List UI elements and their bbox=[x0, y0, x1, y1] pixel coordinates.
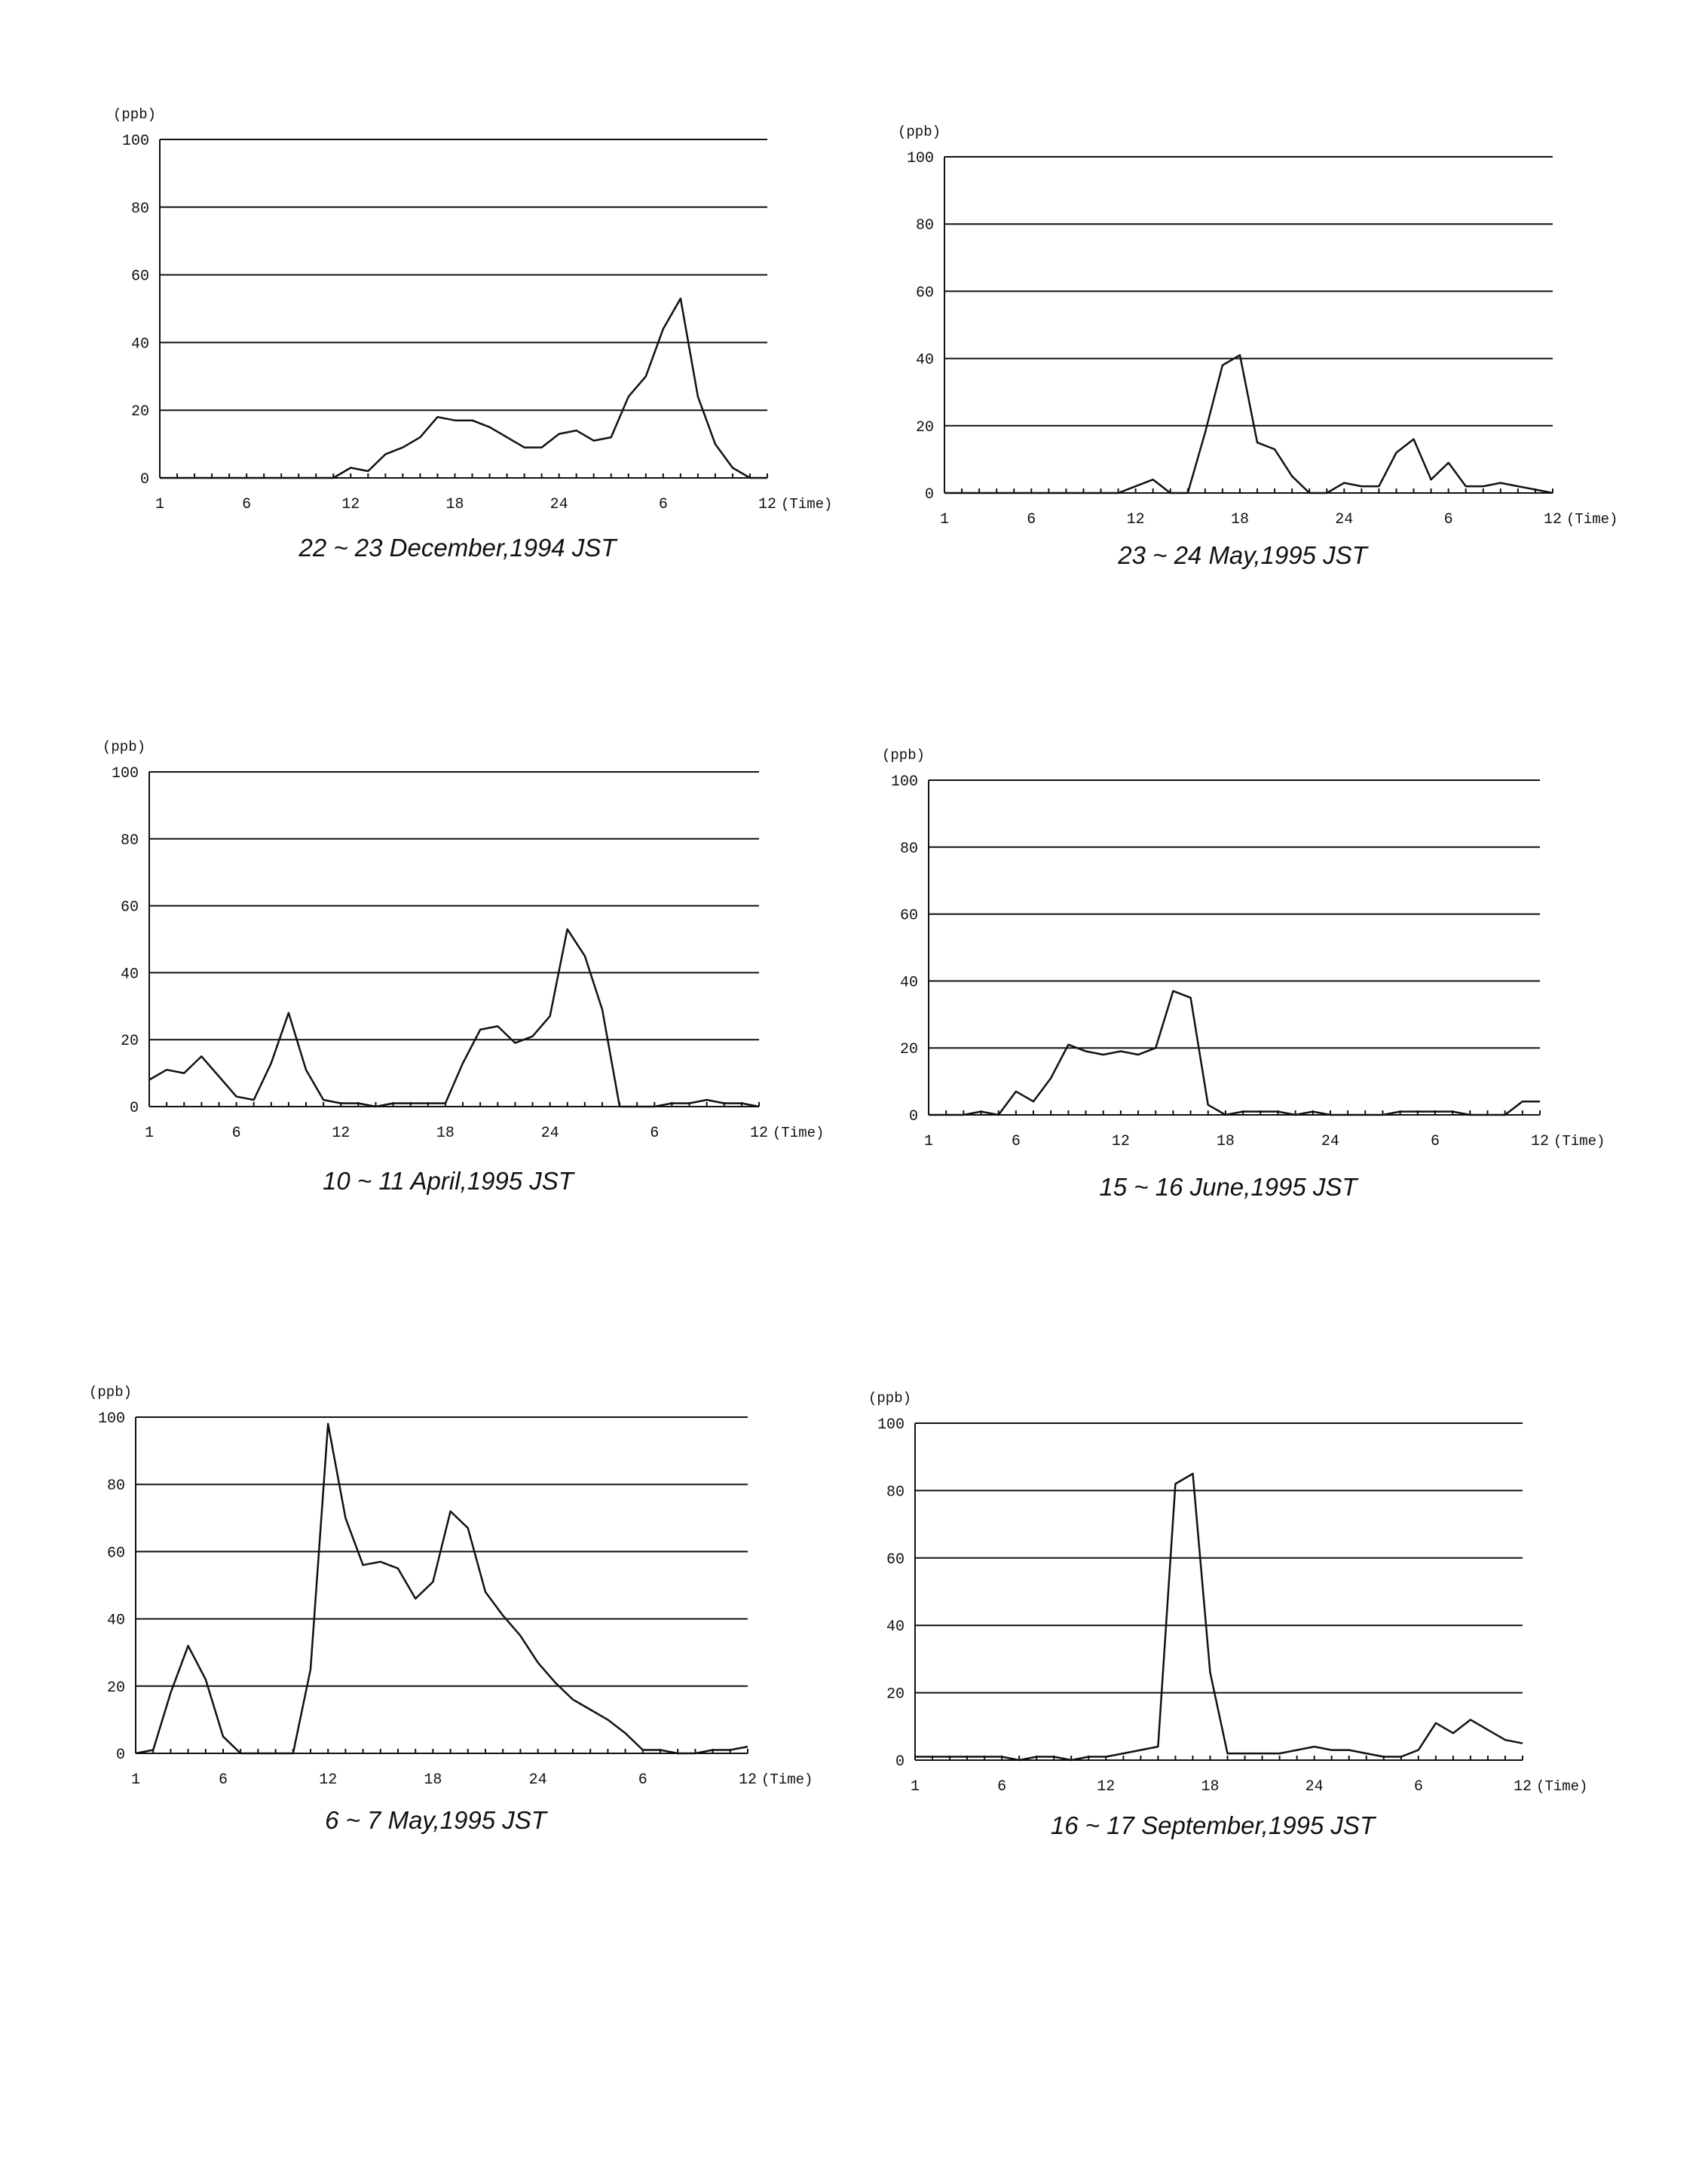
y-tick-label: 0 bbox=[139, 471, 149, 488]
x-tick-label: 24 bbox=[528, 1771, 547, 1789]
x-tick-label: 6 bbox=[1443, 511, 1453, 528]
x-tick-label: 1 bbox=[923, 1133, 934, 1150]
x-axis-unit-label: (Time) bbox=[1536, 1778, 1588, 1795]
y-tick-label: 100 bbox=[97, 1410, 125, 1428]
x-tick-label: 18 bbox=[1230, 511, 1249, 528]
x-tick-label: 6 bbox=[218, 1771, 228, 1789]
y-tick-label: 20 bbox=[106, 1679, 125, 1697]
y-tick-label: 40 bbox=[886, 1618, 905, 1637]
y-tick-label: 0 bbox=[115, 1747, 125, 1764]
y-tick-label: 100 bbox=[906, 150, 934, 167]
x-tick-label: 12 bbox=[332, 1125, 350, 1142]
x-axis-unit-label: (Time) bbox=[1566, 511, 1618, 528]
y-tick-label: 60 bbox=[130, 268, 149, 286]
x-tick-label: 12 bbox=[738, 1771, 758, 1789]
x-axis-unit-label: (Time) bbox=[1553, 1133, 1605, 1150]
x-axis-unit-label: (Time) bbox=[773, 1125, 825, 1141]
x-tick-label: 12 bbox=[758, 496, 777, 513]
y-tick-label: 100 bbox=[121, 133, 149, 150]
chart-may-6-1995 bbox=[89, 1384, 813, 1834]
y-tick-label: 40 bbox=[899, 974, 918, 992]
chart-caption: 16 ~ 17 September,1995 JST bbox=[1050, 1811, 1376, 1839]
x-tick-label: 1 bbox=[130, 1771, 141, 1789]
x-tick-label: 6 bbox=[658, 496, 668, 513]
x-tick-label: 12 bbox=[1543, 511, 1563, 528]
series-line bbox=[915, 1474, 1523, 1760]
y-tick-label: 0 bbox=[908, 1108, 918, 1125]
x-tick-label: 1 bbox=[144, 1125, 155, 1142]
y-tick-label: 60 bbox=[915, 284, 934, 302]
y-tick-label: 20 bbox=[899, 1041, 918, 1059]
series-line bbox=[136, 1424, 748, 1753]
y-axis-unit-label: (ppb) bbox=[898, 124, 941, 140]
chart-caption: 15 ~ 16 June,1995 JST bbox=[1099, 1173, 1358, 1201]
y-tick-label: 40 bbox=[130, 335, 149, 354]
y-tick-label: 60 bbox=[899, 907, 918, 925]
y-tick-label: 100 bbox=[111, 765, 139, 782]
y-tick-label: 0 bbox=[129, 1100, 139, 1117]
x-tick-label: 12 bbox=[341, 496, 360, 513]
chart-april-1995 bbox=[103, 739, 824, 1195]
x-tick-label: 24 bbox=[1305, 1778, 1324, 1796]
y-axis-unit-label: (ppb) bbox=[103, 739, 146, 755]
x-axis-unit-label: (Time) bbox=[761, 1771, 813, 1788]
x-tick-label: 1 bbox=[939, 511, 950, 528]
x-tick-label: 6 bbox=[1430, 1133, 1440, 1150]
y-axis-unit-label: (ppb) bbox=[868, 1390, 912, 1407]
chart-caption: 23 ~ 24 May,1995 JST bbox=[1118, 541, 1367, 569]
y-tick-label: 20 bbox=[915, 418, 934, 436]
y-tick-label: 100 bbox=[890, 773, 918, 791]
x-tick-label: 6 bbox=[650, 1125, 660, 1142]
y-axis-unit-label: (ppb) bbox=[113, 106, 157, 123]
chart-may-23-1995 bbox=[898, 124, 1618, 569]
x-tick-label: 12 bbox=[749, 1125, 769, 1142]
x-tick-label: 18 bbox=[445, 496, 464, 513]
x-tick-label: 12 bbox=[1513, 1778, 1532, 1796]
y-tick-label: 60 bbox=[106, 1545, 125, 1563]
chart-caption: 10 ~ 11 April,1995 JST bbox=[323, 1167, 574, 1195]
x-tick-label: 12 bbox=[1111, 1133, 1130, 1150]
y-tick-label: 80 bbox=[915, 217, 934, 235]
series-line bbox=[929, 991, 1540, 1115]
x-tick-label: 18 bbox=[436, 1125, 455, 1142]
x-tick-label: 24 bbox=[1335, 511, 1354, 528]
chart-caption: 22 ~ 23 December,1994 JST bbox=[298, 534, 617, 562]
y-tick-label: 0 bbox=[924, 486, 934, 504]
x-tick-label: 12 bbox=[1097, 1778, 1116, 1796]
x-tick-label: 18 bbox=[1216, 1133, 1235, 1150]
y-tick-label: 40 bbox=[915, 351, 934, 369]
x-tick-label: 6 bbox=[231, 1125, 241, 1142]
chart-caption: 6 ~ 7 May,1995 JST bbox=[325, 1806, 546, 1834]
y-tick-label: 0 bbox=[895, 1753, 905, 1771]
y-tick-label: 80 bbox=[130, 200, 149, 218]
y-tick-label: 80 bbox=[886, 1483, 905, 1502]
x-tick-label: 1 bbox=[155, 496, 165, 513]
y-tick-label: 20 bbox=[886, 1686, 905, 1704]
series-line bbox=[149, 929, 759, 1107]
series-line bbox=[160, 299, 767, 478]
chart-june-1995 bbox=[882, 747, 1605, 1201]
y-tick-label: 20 bbox=[120, 1033, 139, 1051]
x-tick-label: 12 bbox=[1126, 511, 1145, 528]
x-tick-label: 6 bbox=[638, 1771, 647, 1789]
y-tick-label: 100 bbox=[877, 1416, 905, 1434]
chart-december-1994 bbox=[113, 106, 832, 562]
y-tick-label: 60 bbox=[886, 1551, 905, 1569]
y-axis-unit-label: (ppb) bbox=[882, 747, 926, 764]
y-tick-label: 80 bbox=[106, 1477, 125, 1496]
y-tick-label: 80 bbox=[120, 831, 139, 850]
y-tick-label: 20 bbox=[130, 403, 149, 421]
x-axis-unit-label: (Time) bbox=[781, 496, 833, 513]
x-tick-label: 6 bbox=[1011, 1133, 1021, 1150]
x-tick-label: 6 bbox=[1413, 1778, 1423, 1796]
x-tick-label: 24 bbox=[549, 496, 568, 513]
x-tick-label: 24 bbox=[540, 1125, 559, 1142]
y-tick-label: 60 bbox=[120, 899, 139, 917]
x-tick-label: 24 bbox=[1321, 1133, 1339, 1150]
y-tick-label: 80 bbox=[899, 840, 918, 858]
y-tick-label: 40 bbox=[106, 1612, 125, 1630]
x-tick-label: 18 bbox=[424, 1771, 442, 1789]
x-tick-label: 18 bbox=[1201, 1778, 1220, 1796]
y-tick-label: 40 bbox=[120, 966, 139, 984]
x-tick-label: 12 bbox=[319, 1771, 338, 1789]
series-line bbox=[944, 355, 1553, 493]
x-tick-label: 6 bbox=[1027, 511, 1036, 528]
chart-september-1995 bbox=[868, 1390, 1587, 1839]
x-tick-label: 6 bbox=[997, 1778, 1007, 1796]
x-tick-label: 6 bbox=[242, 496, 252, 513]
x-tick-label: 12 bbox=[1530, 1133, 1550, 1150]
x-tick-label: 1 bbox=[910, 1778, 920, 1796]
y-axis-unit-label: (ppb) bbox=[89, 1384, 133, 1401]
